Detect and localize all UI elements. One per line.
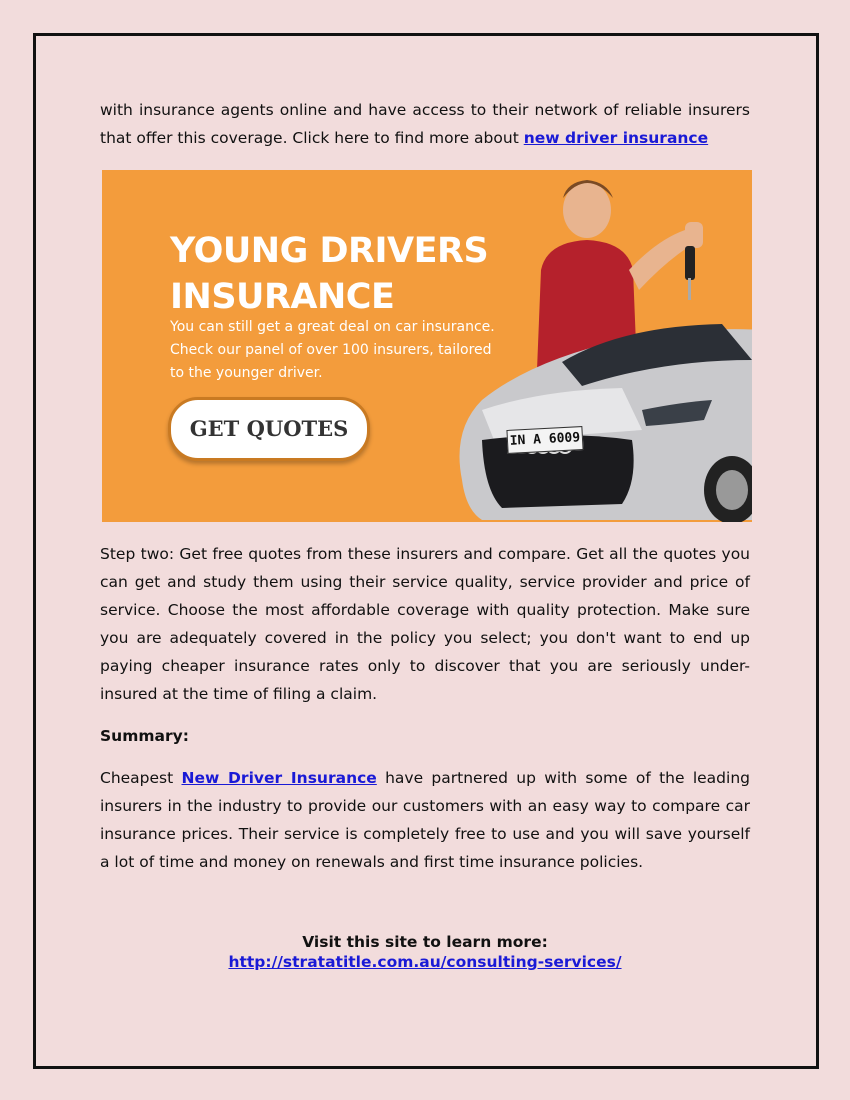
banner-title: YOUNG DRIVERS INSURANCE [170, 231, 489, 317]
summary-paragraph: Cheapest New Driver Insurance have partnered up with some of the leading insurers in the industry to provide our customers with an easy way to compare car insurance prices. Their service is completely free to use and you will save yourself a lot of time and money on renewals and first time insurance policies. [100, 769, 750, 871]
new-driver-insurance-link[interactable]: new driver insurance [523, 129, 709, 147]
get-quotes-button[interactable]: GET QUOTES [168, 397, 370, 461]
step-two-paragraph: Step two: Get free quotes from these insurers and compare. Get all the quotes you can get and study them using their service quality, service provider and price of service. Choose the most affordable coverage with quality protection. Make sure you are adequately covered in the policy you select; you don't want to end up paying cheaper insurance rates only to discover that you are seriously under-insured at the time of filing a claim. [100, 545, 750, 703]
visit-site-block [100, 932, 750, 972]
banner-subtitle: You can still get a great deal on car insurance. Check our panel of over 100 insurers, tailored to the younger driver. [170, 319, 495, 381]
document-body [100, 96, 750, 876]
visit-label: Visit this site to learn more: [302, 933, 548, 951]
young-drivers-banner[interactable] [102, 170, 752, 522]
new-driver-insurance-summary-link[interactable]: New Driver Insurance [181, 769, 377, 787]
silver-car-photo [442, 290, 752, 522]
license-plate: IN A 6009 [506, 426, 583, 454]
stratatitle-url-link[interactable]: http://stratatitle.com.au/consulting-services/ [228, 953, 622, 971]
summary-heading: Summary: [100, 727, 189, 745]
intro-paragraph: with insurance agents online and have access to their network of reliable insurers that offer this coverage. Click here to find more about new driver insurance [100, 101, 750, 147]
